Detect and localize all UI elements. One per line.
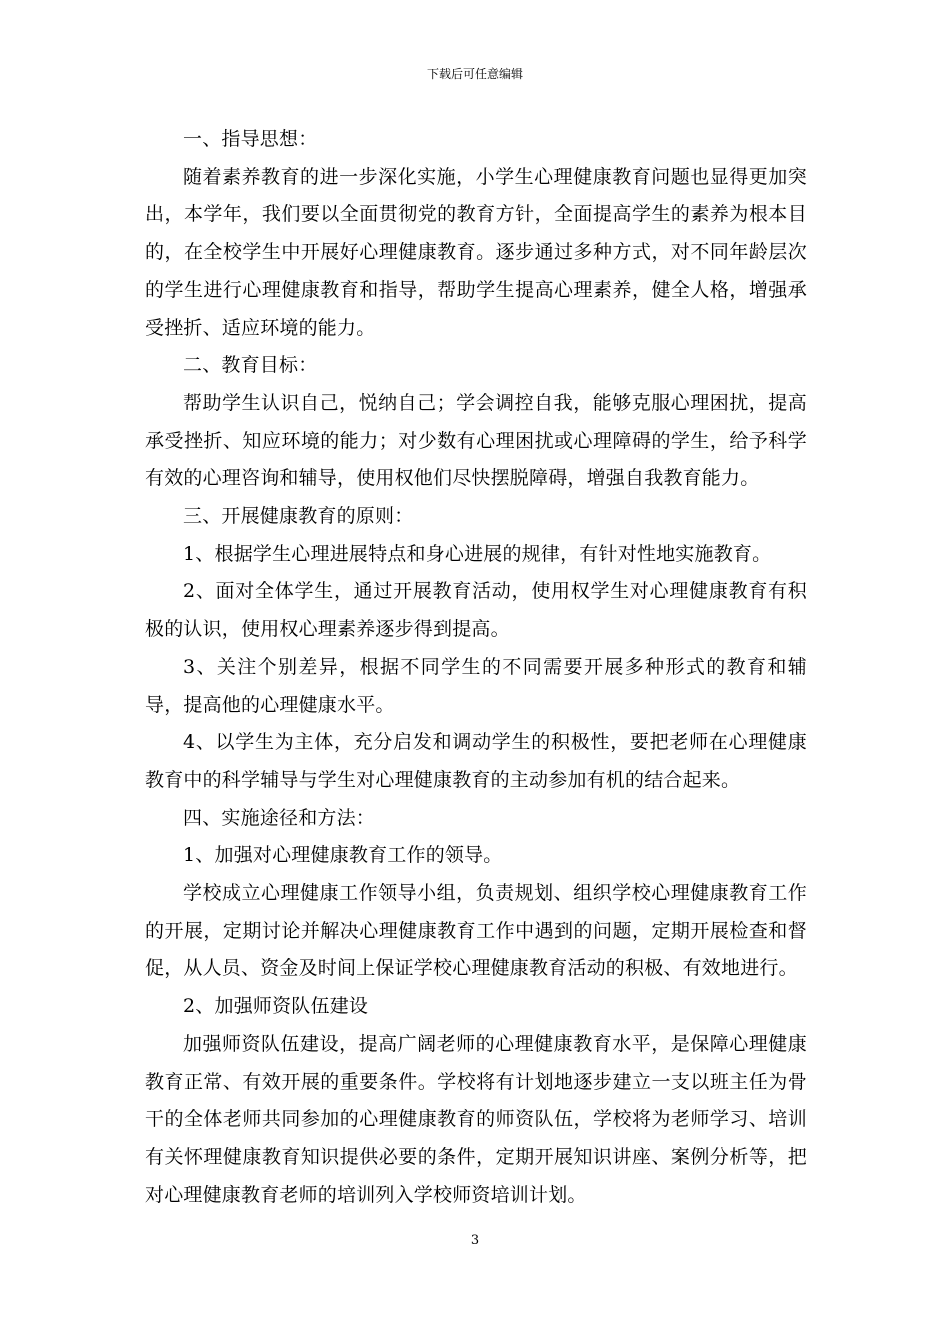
section-heading-guiding-ideology: 一、指导思想： [183,128,318,150]
list-item: 2、面对全体学生，通过开展教育活动，使用权学生对心理健康教育有积极的认识，使用权心理素养逐步得到提高。 [145,580,807,641]
paragraph: 随着素养教育的进一步深化实施，小学生心理健康教育问题也显得更加突出，本学年，我们要以全面贯彻党的教育方针，全面提高学生的素养为根本目的，在全校学生中开展好心理健康教育。逐步通过多种方式，对不同年龄层次的学生进行心理健康教育和指导，帮助学生提高心理素养，健全人格，增强承受挫折、适应环境的能力。 [145,165,807,339]
paragraph: 帮助学生认识自己，悦纳自己；学会调控自我，能够克服心理困扰，提高承受挫折、知应环境的能力；对少数有心理困扰或心理障碍的学生，给予科学有效的心理咨询和辅导，使用权他们尽快摆脱障碍，增强自我教育能力。 [145,391,807,490]
document-body [145,121,807,1214]
page-header: 下载后可任意编辑 [426,67,523,81]
paragraph: 加强师资队伍建设，提高广阔老师的心理健康教育水平，是保障心理健康教育正常、有效开展的重要条件。学校将有计划地逐步建立一支以班主任为骨干的全体老师共同参加的心理健康教育的师资队伍，学校将为老师学习、培训有关怀理健康教育知识提供必要的条件，定期开展知识讲座、案例分析等，把对心理健康教育老师的培训列入学校师资培训计划。 [145,1032,807,1206]
subheading: 1、加强对心理健康教育工作的领导。 [183,844,503,867]
list-item: 1、根据学生心理进展特点和身心进展的规律，有针对性地实施教育。 [183,542,772,565]
subheading: 2、加强师资队伍建设 [183,995,369,1018]
list-item: 4、以学生为主体，充分启发和调动学生的积极性，要把老师在心理健康教育中的科学辅导与学生对心理健康教育的主动参加有机的结合起来。 [145,731,807,791]
page-number: 3 [470,1233,480,1248]
section-heading-education-goals: 二、教育目标： [183,354,318,377]
section-heading-methods: 四、实施途径和方法： [183,806,376,829]
list-item: 3、关注个别差异，根据不同学生的不同需要开展多种形式的教育和辅导，提高他的心理健康水平。 [145,655,807,716]
paragraph: 学校成立心理健康工作领导小组，负责规划、组织学校心理健康教育工作的开展，定期讨论并解决心理健康教育工作中遇到的问题，定期开展检查和督促，从人员、资金及时间上保证学校心理健康教育活动的积极、有效地进行。 [145,882,807,980]
section-heading-principles: 三、开展健康教育的原则： [183,505,414,528]
